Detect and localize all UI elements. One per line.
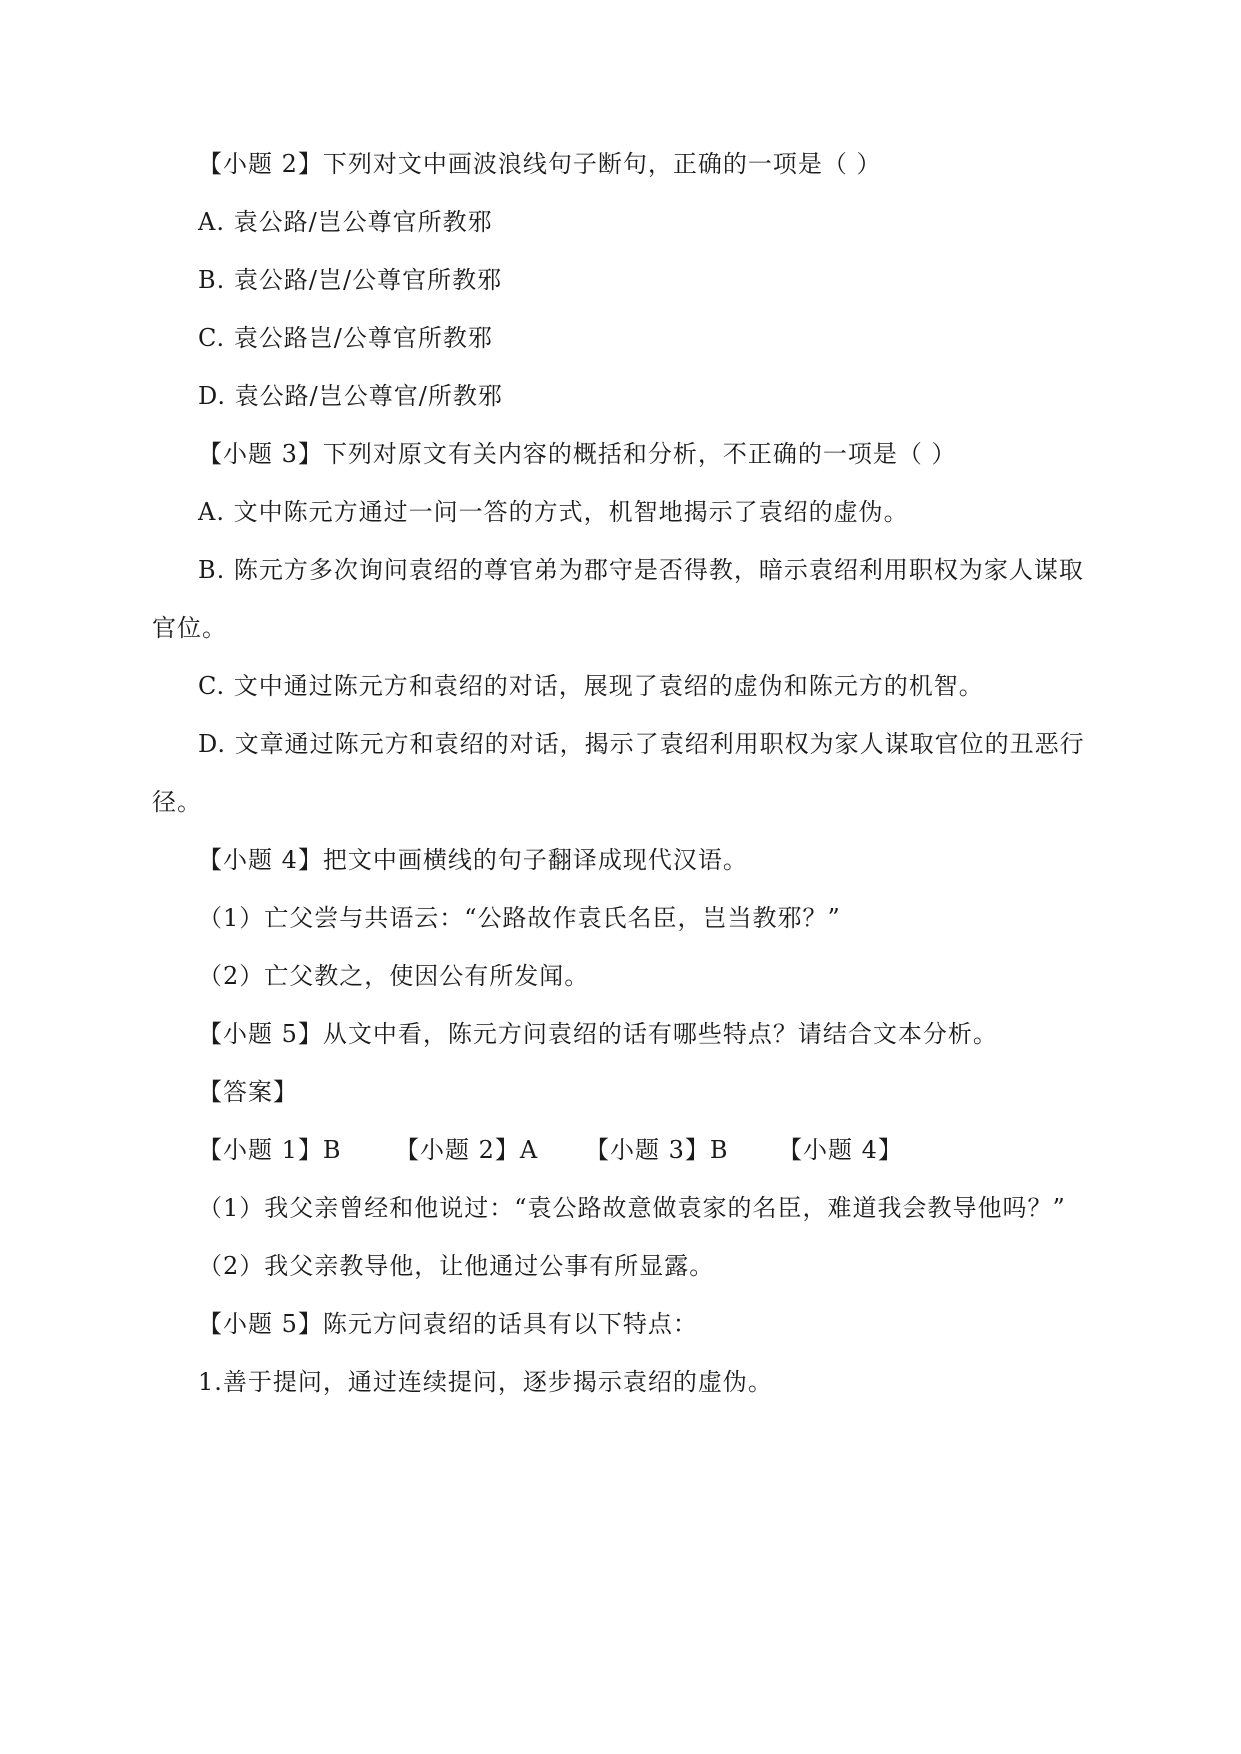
question-2-option-c: C. 袁公路岂/公尊官所教邪: [198, 324, 493, 352]
answer-4-translation-1: （1）我父亲曾经和他说过：“袁公路故意做袁家的名臣，难道我会教导他吗？”: [198, 1194, 1066, 1222]
question-2-option-d: D. 袁公路/岂公尊官/所教邪: [198, 382, 503, 410]
question-5-stem: 【小题 5】从文中看，陈元方问袁绍的话有哪些特点？请结合文本分析。: [198, 1020, 998, 1048]
answer-5-point-1: 1.善于提问，通过连续提问，逐步揭示袁绍的虚伪。: [198, 1368, 773, 1396]
question-2-stem: 【小题 2】下列对文中画波浪线句子断句，正确的一项是（ ）: [198, 150, 882, 178]
answer-heading: 【答案】: [198, 1078, 298, 1106]
question-3-option-b-line2: 官位。: [152, 614, 227, 642]
question-3-option-d-line1: D. 文章通过陈元方和袁绍的对话，揭示了袁绍利用职权为家人谋取官位的丑恶行: [198, 730, 1085, 758]
answer-1: 【小题 1】B: [198, 1136, 342, 1164]
answer-5: 【小题 5】陈元方问袁绍的话具有以下特点：: [198, 1310, 698, 1338]
question-3-option-c: C. 文中通过陈元方和袁绍的对话，展现了袁绍的虚伪和陈元方的机智。: [198, 672, 984, 700]
question-3-option-a: A. 文中陈元方通过一问一答的方式，机智地揭示了袁绍的虚伪。: [198, 498, 909, 526]
question-4-stem: 【小题 4】把文中画横线的句子翻译成现代汉语。: [198, 846, 748, 874]
question-4-item-1: （1）亡父尝与共语云：“公路故作袁氏名臣，岂当教邪？”: [198, 904, 841, 932]
question-3-stem: 【小题 3】下列对原文有关内容的概括和分析，不正确的一项是（ ）: [198, 440, 957, 468]
answer-4: 【小题 4】: [778, 1136, 903, 1164]
question-2-option-a: A. 袁公路/岂公尊官所教邪: [198, 208, 493, 236]
answer-4-translation-2: （2）我父亲教导他，让他通过公事有所显露。: [198, 1252, 715, 1280]
question-4-item-2: （2）亡父教之，使因公有所发闻。: [198, 962, 590, 990]
question-2-option-b: B. 袁公路/岂/公尊官所教邪: [198, 266, 503, 294]
question-3-option-d-line2: 径。: [152, 788, 202, 816]
answer-2: 【小题 2】A: [395, 1136, 539, 1164]
answer-3: 【小题 3】B: [585, 1136, 729, 1164]
question-3-option-b-line1: B. 陈元方多次询问袁绍的尊官弟为郡守是否得教，暗示袁绍利用职权为家人谋取: [198, 556, 1084, 584]
